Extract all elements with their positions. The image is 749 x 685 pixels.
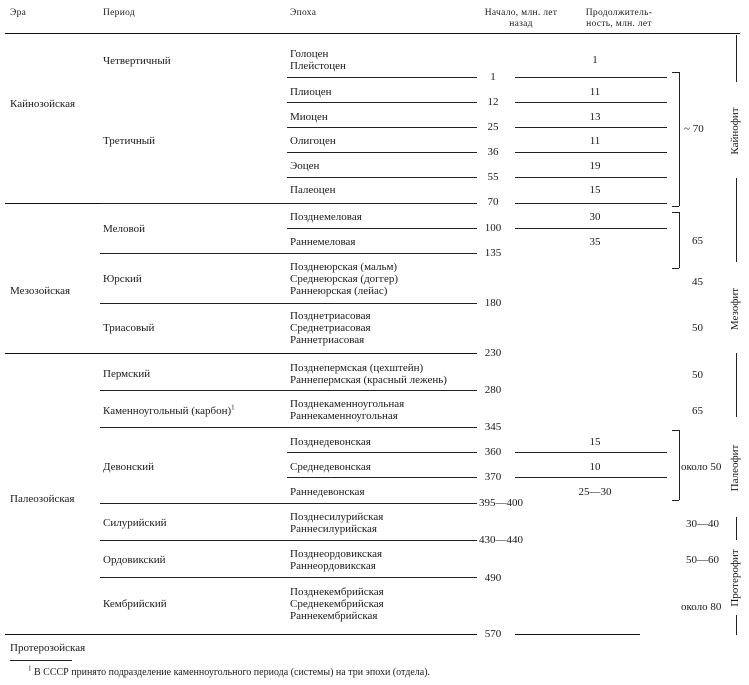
phytic-paleophytic: Палеофит <box>729 444 741 492</box>
phytic-separator <box>736 178 737 262</box>
rule-period <box>100 427 477 428</box>
bracket-tick <box>672 268 679 269</box>
rule-period <box>100 577 477 578</box>
rule-duration <box>515 452 667 453</box>
rule-duration <box>515 152 667 153</box>
rule-duration <box>515 177 667 178</box>
era-proterozoic: Протерозойская <box>10 642 86 654</box>
epoch-holocene: Голоцен <box>290 48 329 60</box>
phytic-separator <box>736 35 737 82</box>
duration-early-cretaceous: 35 <box>589 236 601 248</box>
epoch-pliocene: Плиоцен <box>290 86 332 98</box>
rule-period <box>100 503 477 504</box>
bracket-tick <box>672 212 679 213</box>
duration-eocene: 19 <box>589 160 601 172</box>
rule-epoch <box>287 127 477 128</box>
epoch-early-carboniferous: Раннекаменноугольная <box>290 410 398 422</box>
period-cretaceous: Меловой <box>103 223 146 235</box>
duration-ordovician: 50—60 <box>686 554 719 566</box>
period-tertiary: Третичный <box>103 135 156 147</box>
start-value: 36 <box>487 146 499 158</box>
period-jurassic: Юрский <box>103 273 142 285</box>
period-carboniferous: Каменноугольный (карбон)$^1$ <box>103 403 235 417</box>
duration-silurian: 30—40 <box>686 518 719 530</box>
rule-duration <box>515 203 667 204</box>
phytic-proterophytic: Протерофит <box>729 549 741 607</box>
epoch-early-permian: Раннепермская (красный лежень) <box>290 374 447 386</box>
header-start-1: Начало, млн. лет <box>484 8 558 18</box>
footnote-text: В СССР принято подразделение каменноугольного периода (системы) на три эпохи (отдела). <box>34 667 431 678</box>
rule-duration <box>515 228 667 229</box>
rule-duration <box>515 77 667 78</box>
start-value: 360 <box>484 446 502 458</box>
period-cambrian: Кембрийский <box>103 598 167 610</box>
epoch-early-devonian: Раннедевонская <box>290 486 365 498</box>
rule-duration <box>515 477 667 478</box>
start-value: 395—400 <box>479 497 523 509</box>
bracket-cretaceous <box>679 212 680 268</box>
epoch-late-silurian: Позднесилурийская <box>290 511 384 523</box>
rule-epoch <box>287 77 477 78</box>
duration-carboniferous: 65 <box>692 405 703 417</box>
epoch-late-triassic: Позднетриасовая <box>290 310 371 322</box>
header-period: Период <box>103 8 136 18</box>
duration-pliocene: 11 <box>589 86 601 98</box>
period-quaternary: Четвертичный <box>103 55 171 67</box>
era-paleozoic: Палеозойская <box>10 493 75 505</box>
rule-period <box>100 390 477 391</box>
rule-duration <box>515 127 667 128</box>
epoch-pleistocene: Плейстоцен <box>290 60 346 72</box>
rule-epoch <box>287 152 477 153</box>
bracket-tick <box>672 430 679 431</box>
start-value: 570 <box>484 628 502 640</box>
start-value: 12 <box>487 96 499 108</box>
footnote-reference: 1 <box>231 403 235 412</box>
bracket-tick <box>672 206 679 207</box>
duration-miocene: 13 <box>589 111 601 123</box>
epoch-middle-devonian: Среднедевонская <box>290 461 371 473</box>
duration-quaternary: 1 <box>592 54 598 66</box>
epoch-middle-jurassic: Среднеюрская (доггер) <box>290 273 399 285</box>
header-start-2: назад <box>509 19 533 29</box>
duration-oligocene: 11 <box>589 135 601 147</box>
epoch-middle-triassic: Среднетриасовая <box>290 322 371 334</box>
period-silurian: Силурийский <box>103 517 167 529</box>
duration-jurassic: 45 <box>692 276 703 288</box>
bracket-cenozoic <box>679 72 680 206</box>
start-value: 430—440 <box>479 534 523 546</box>
footnote-mark: 1 <box>28 664 32 673</box>
epoch-late-jurassic: Позднеюрская (мальм) <box>290 261 398 273</box>
epoch-late-carboniferous: Позднекаменноугольная <box>290 398 405 410</box>
start-value: 370 <box>484 471 502 483</box>
duration-triassic: 50 <box>692 322 703 334</box>
period-permian: Пермский <box>103 368 151 380</box>
bracket-tick <box>672 72 679 73</box>
duration-cenozoic-total: ~ 70 <box>684 123 704 135</box>
phytic-cenophytic: Кайнофит <box>729 107 741 155</box>
rule-era <box>515 634 640 635</box>
rule-period <box>100 540 477 541</box>
header-epoch: Эпоха <box>290 8 317 18</box>
rule-era <box>5 203 100 204</box>
bracket-tick <box>672 500 679 501</box>
start-value: 490 <box>484 572 502 584</box>
epoch-early-jurassic: Раннеюрская (лейас) <box>290 285 388 297</box>
rule-epoch <box>287 228 477 229</box>
epoch-early-ordovician: Раннеордовикская <box>290 560 376 572</box>
epoch-oligocene: Олигоцен <box>290 135 336 147</box>
start-value: 345 <box>484 421 502 433</box>
duration-permian: 50 <box>692 369 703 381</box>
epoch-miocene: Миоцен <box>290 111 328 123</box>
duration-middle-devonian: 10 <box>589 461 601 473</box>
header-duration-1: Продолжитель- <box>585 8 653 18</box>
header-duration-2: ность, млн. лет <box>586 19 652 29</box>
epoch-early-cretaceous: Раннемеловая <box>290 236 356 248</box>
epoch-late-cambrian: Позднекембрийская <box>290 586 384 598</box>
phytic-mesophytic: Мезофит <box>729 287 741 331</box>
duration-devonian-total: около 50 <box>681 461 722 473</box>
epoch-late-permian: Позднепермская (цехштейн) <box>290 362 424 374</box>
epoch-paleocene: Палеоцен <box>290 184 336 196</box>
footnote <box>28 664 431 679</box>
header-rule <box>5 33 740 34</box>
duration-late-cretaceous: 30 <box>589 211 601 223</box>
duration-cambrian: около 80 <box>681 601 722 613</box>
epoch-middle-cambrian: Среднекембрийская <box>290 598 384 610</box>
epoch-early-triassic: Раннетриасовая <box>290 334 365 346</box>
rule-epoch <box>287 452 477 453</box>
epoch-early-cambrian: Раннекембрийская <box>290 610 378 622</box>
start-value: 135 <box>484 247 502 259</box>
start-value: 100 <box>484 222 502 234</box>
start-value: 180 <box>484 297 502 309</box>
rule-period <box>100 253 477 254</box>
start-value: 1 <box>490 71 496 83</box>
start-value: 280 <box>484 384 502 396</box>
duration-late-devonian: 15 <box>589 436 601 448</box>
start-value: 70 <box>487 196 499 208</box>
period-ordovician: Ордовикский <box>103 554 166 566</box>
start-value: 55 <box>487 171 499 183</box>
duration-paleocene: 15 <box>589 184 601 196</box>
epoch-late-cretaceous: Позднемеловая <box>290 211 362 223</box>
duration-early-devonian: 25—30 <box>578 486 612 498</box>
duration-cretaceous-total: 65 <box>692 235 703 247</box>
rule-era <box>5 634 477 635</box>
epoch-late-devonian: Позднедевонская <box>290 436 371 448</box>
rule-epoch <box>287 477 477 478</box>
epoch-eocene: Эоцен <box>290 160 320 172</box>
rule-period <box>100 303 477 304</box>
start-value: 230 <box>484 347 502 359</box>
footnote-rule <box>10 660 72 661</box>
rule-period <box>100 203 477 204</box>
start-value: 25 <box>487 121 499 133</box>
phytic-separator <box>736 353 737 417</box>
rule-duration <box>515 102 667 103</box>
rule-era <box>5 353 477 354</box>
period-devonian: Девонский <box>103 461 155 473</box>
bracket-devonian <box>679 430 680 500</box>
era-mesozoic: Мезозойская <box>10 285 71 297</box>
epoch-early-silurian: Раннесилурийская <box>290 523 377 535</box>
rule-epoch <box>287 102 477 103</box>
header-era: Эра <box>10 8 27 18</box>
epoch-late-ordovician: Позднеордовикская <box>290 548 383 560</box>
era-cenozoic: Кайнозойская <box>10 98 76 110</box>
period-triassic: Триасовый <box>103 322 155 334</box>
rule-epoch <box>287 177 477 178</box>
